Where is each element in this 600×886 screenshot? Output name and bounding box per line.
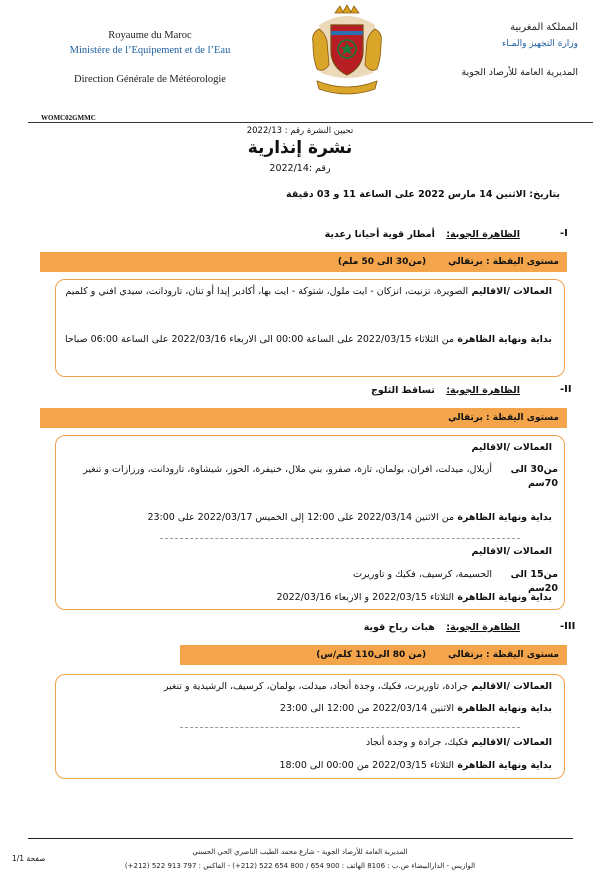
group-separator: [160, 538, 520, 539]
letterhead-arabic: [408, 22, 578, 78]
period-value: من الثلاثاء 2022/03/15 على الساعة 00:00 الى الاربعاء 2022/03/16 على الساعة 06:00 صباحا: [64, 334, 455, 345]
period-value: الثلاثاء 2022/03/15 و الاربعاء 2022/03/16: [276, 592, 455, 603]
phenomenon-row: [371, 385, 520, 396]
regions-line: [52, 736, 552, 750]
phenomenon-row: [325, 229, 520, 240]
update-notice: تحيين النشرة رقم : 2022/13: [246, 126, 354, 136]
snow-amount: من15 الى 20سم: [510, 569, 558, 594]
regions-value: جرادة، تاوريرت، فكيك، وجدة أنجاد، ميدلت، بولمان، كرسيف، الرشيدية و تنغير: [163, 681, 469, 692]
alert-level-bar: [40, 252, 567, 272]
regions-value: الصويرة، تزنيت، انزكان - ايت ملول، شتوكة - ايت بها، أكادير إيدا أو تنان، تارودانت، سيدي افني و كلميم: [65, 286, 469, 297]
regions-label: العمالات /الاقاليم: [471, 286, 552, 297]
section-number: -II: [560, 384, 572, 395]
header-divider: [28, 122, 593, 123]
phenomenon-value: هبات رياح قوية: [363, 622, 435, 633]
regions-label: العمالات /الاقاليم: [471, 546, 552, 557]
page-title: نشرة إنذارية: [247, 138, 353, 158]
period-line: [52, 333, 552, 347]
kingdom-ar: المملكة المغربية: [510, 22, 578, 33]
section-number: -III: [560, 621, 576, 632]
directorate-ar: المديرية العامة للأرصاد الجوية: [461, 67, 578, 78]
phenomenon-row: [364, 622, 520, 633]
section-number: -I: [560, 228, 568, 239]
period-line: [52, 511, 552, 525]
footer-divider: [28, 838, 573, 839]
page-number: صفحة 1/1: [12, 854, 46, 863]
period-value: من الاثنين 2022/03/14 على 12:00 إلى الخميس 2022/03/17 على 23:00: [147, 512, 455, 523]
coat-of-arms-icon: [307, 3, 387, 99]
period-label: بداية ونهاية الظاهرة: [457, 703, 552, 714]
phenomenon-label: الظاهرة الجوية:: [446, 229, 520, 240]
period-label: بداية ونهاية الظاهرة: [457, 512, 552, 523]
regions-line: [52, 680, 552, 694]
alert-level-value: (من30 الى 50 ملم): [337, 257, 427, 267]
period-label: بداية ونهاية الظاهرة: [457, 334, 552, 345]
phenomenon-value: أمطار قوية أحيانا رعدية: [324, 229, 435, 240]
phenomenon-label: الظاهرة الجوية:: [446, 385, 520, 396]
alert-level-bar: [40, 408, 567, 428]
regions-label: العمالات /الاقاليم: [471, 442, 552, 453]
group-separator: [180, 727, 520, 728]
footer-contact: الوازيس - الدارالبيضاء ص.ب : 8106 الهاتف : 900 654 / 800 654 522 (212+) - الفاكس : 797 913 522 (212+): [124, 862, 476, 870]
period-label: بداية ونهاية الظاهرة: [457, 760, 552, 771]
regions-label: العمالات /الاقاليم: [471, 737, 552, 748]
alert-level-value: (من 80 الى110 كلم/س): [316, 650, 427, 660]
regions-value: الحسيمة، كرسيف، فكيك و تاوريرت: [352, 569, 492, 580]
issue-date: بتاريخ: الاثنين 14 مارس 2022 على الساعة 11 و 03 دقيقة: [286, 189, 560, 200]
period-value: الاثنين 2022/03/14 من 12:00 الى 23:00: [279, 703, 455, 714]
letterhead: [0, 0, 600, 108]
letterhead-french: [45, 30, 255, 85]
period-line: [52, 591, 552, 605]
reference-code: WOMC02GMMC: [41, 114, 96, 122]
phenomenon-value: تساقط الثلوج: [370, 385, 435, 396]
period-line: [52, 759, 552, 773]
snow-amount: من30 الى 70سم: [510, 464, 558, 489]
regions-value: فكيك، جرادة و وجدة أنجاد: [365, 737, 469, 748]
alert-level-label: مستوى اليقظة : برتقالي: [448, 413, 559, 423]
alert-level-label: مستوى اليقظة : برتقالي: [448, 257, 559, 267]
kingdom-fr: Royaume du Maroc: [108, 30, 192, 41]
footer-address: المديرية العامة للأرصاد الجوية - شارع محمد الطيب الناصري الحي الحسني: [192, 848, 408, 856]
regions-label: العمالات /الاقاليم: [471, 681, 552, 692]
bulletin-number: رقم :2022/14: [269, 163, 331, 174]
ministry-ar: وزارة التجهيز والمـاء: [502, 39, 578, 49]
regions-line: [52, 285, 552, 299]
period-value: الثلاثاء 2022/03/15 من 00:00 الى 18:00: [279, 760, 455, 771]
ministry-fr: Ministère de l’Equipement et de l’Eau: [69, 45, 231, 56]
alert-level-label: مستوى اليقظة : برتقالي: [448, 650, 559, 660]
period-line: [52, 702, 552, 716]
directorate-fr: Direction Générale de Météorologie: [74, 74, 226, 85]
period-label: بداية ونهاية الظاهرة: [457, 592, 552, 603]
alert-level-bar: [180, 645, 567, 665]
regions-value: أزيلال، ميدلت، افران، بولمان، تازة، صفرو، بني ملال، خنيفرة، الحوز، شيشاوة، تارودانت، ورزازات و تنغير: [83, 464, 492, 475]
phenomenon-label: الظاهرة الجوية:: [446, 622, 520, 633]
